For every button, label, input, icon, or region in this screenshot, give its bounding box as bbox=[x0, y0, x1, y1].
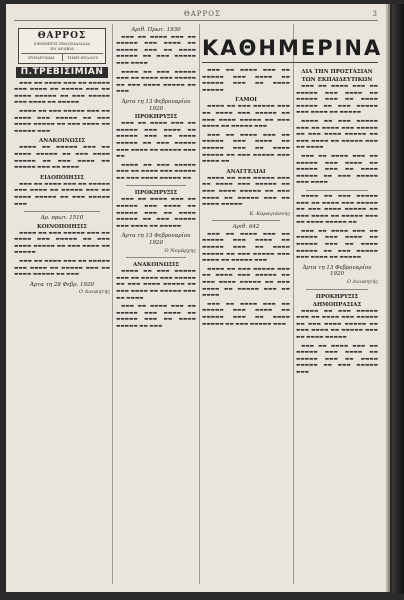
section-divider bbox=[306, 289, 368, 290]
article-body: ▬▬▬▬ ▬▬ ▬▬▬ ▬▬▬▬▬ ▬▬▬ ▬▬ ▬▬▬▬ ▬▬▬ ▬▬▬▬▬ ▬▬ ▬▬▬ ▬▬▬▬ ▬▬▬▬▬ ▬▬ ▬▬▬ ▬▬▬▬ ▬▬ ▬▬▬▬▬ ▬▬▬ ▬▬ ▬▬▬▬ ▬▬▬▬▬ ▬▬▬ ▬▬ ▬▬▬▬ ▬▬▬ ▬▬ ▬▬▬▬▬ ▬▬▬ ▬▬▬▬ ▬▬ ▬▬▬▬▬ ▬▬▬ ▬▬ ▬▬▬▬ ▬▬▬▬▬ ▬▬ ▬▬▬ ▬▬▬▬▬ ▬▬▬ bbox=[296, 308, 378, 375]
section-heading: ΠΡΟΚΗΡΥΞΙΣ bbox=[134, 190, 178, 197]
header-rule bbox=[14, 20, 378, 21]
article-body: ▬▬▬ ▬▬ ▬▬▬▬ ▬▬▬ ▬▬ ▬▬▬▬▬ ▬▬▬ ▬▬▬▬ ▬▬ ▬▬▬▬▬ ▬▬▬ ▬▬ ▬▬▬▬ ▬▬▬▬▬ ▬▬ ▬▬▬ ▬▬▬▬▬ ▬▬▬ ▬▬▬▬ ▬▬▬▬ ▬▬ ▬▬▬ ▬▬▬▬▬ ▬▬▬ ▬▬ ▬▬▬▬ ▬▬▬ ▬▬▬▬▬ ▬▬ ▬▬▬ ▬▬▬▬ ▬▬▬▬▬ ▬▬ ▬▬▬ bbox=[116, 34, 196, 95]
signature: Ο Νομάρχης bbox=[164, 247, 196, 254]
column-2 bbox=[116, 24, 196, 584]
masthead-box bbox=[18, 28, 106, 64]
reference-line: Αριθ. 642 bbox=[232, 224, 260, 231]
section-heading: ΔΗΜΟΠΡΑΣΙΑΣ bbox=[312, 301, 362, 308]
column-4 bbox=[296, 68, 378, 584]
newspaper-page bbox=[6, 4, 386, 592]
column-rule bbox=[293, 24, 294, 584]
section-heading: ΠΡΟΚΗΡΥΞΙΣ bbox=[134, 114, 178, 121]
signature: Κ. Καραγιάννης bbox=[249, 210, 290, 217]
section-heading: ΑΝΑΚΟΙΝΩΣΙΣ bbox=[39, 138, 85, 145]
advertisement-banner: Π.ΤΡΕΒΙΣΙΜΙΑΝ bbox=[16, 67, 108, 78]
article-body: ▬▬▬ ▬▬ ▬▬▬▬ ▬▬▬ ▬▬ ▬▬▬▬▬ ▬▬▬ ▬▬▬▬ ▬▬ ▬▬▬▬▬ ▬▬▬ ▬▬ ▬▬▬▬ ▬▬▬▬▬ ▬▬ ▬▬▬ ▬▬▬▬▬ ▬▬▬ ▬▬▬▬ ▬▬ ▬▬▬▬▬ ▬▬▬ ▬▬ ▬▬▬▬ ▬▬ ▬▬▬ ▬▬▬▬▬ ▬▬▬ ▬▬ ▬▬▬▬ ▬▬▬ ▬▬▬▬▬ ▬▬ ▬▬▬ ▬▬▬▬ ▬▬▬▬▬ ▬▬ bbox=[116, 121, 196, 181]
column-rule bbox=[199, 24, 200, 584]
section-divider bbox=[212, 220, 280, 221]
column-rule bbox=[112, 24, 113, 584]
article-body: ▬▬▬ ▬▬ ▬▬▬▬ ▬▬▬ ▬▬ ▬▬▬▬▬ ▬▬▬ ▬▬▬▬ ▬▬ ▬▬▬▬▬ ▬▬▬ ▬▬ ▬▬▬▬ ▬▬▬▬▬ ▬▬ ▬▬▬ ▬▬▬▬▬ ▬▬▬ ▬▬▬▬ ▬▬ ▬▬▬▬▬ ▬▬▬▬ ▬▬ ▬▬▬ ▬▬▬▬▬ ▬▬▬ ▬▬ ▬▬▬▬ ▬▬▬ ▬▬▬▬▬ ▬▬ ▬▬▬ ▬▬▬▬ ▬▬▬▬▬ ▬▬ ▬▬▬ ▬▬▬▬ ▬▬ ▬▬▬▬▬ ▬▬▬ ▬▬ ▬▬▬▬ ▬▬▬ ▬▬ ▬▬▬▬ ▬▬▬ ▬▬ ▬▬▬▬▬ ▬▬▬ ▬▬▬▬ ▬▬ ▬▬▬▬▬ ▬▬▬ ▬▬ ▬▬▬▬ ▬▬▬▬▬ ▬▬ ▬▬▬ ▬▬▬▬▬ ▬▬▬ ▬▬▬▬ bbox=[296, 84, 378, 186]
main-title: ΚΑΘΗΜΕΡΙΝΑ bbox=[202, 36, 383, 60]
book-spine bbox=[392, 4, 404, 594]
section-heading: ΚΟΙΝΟΠΟΙΗΣΙΣ bbox=[36, 223, 88, 230]
article-body: ▬▬▬ ▬▬ ▬▬▬▬ ▬▬▬ ▬▬ ▬▬▬▬▬ ▬▬▬ ▬▬▬▬ ▬▬ ▬▬▬▬▬ ▬▬▬ ▬▬ ▬▬▬▬ ▬▬▬▬▬ ▬▬ ▬▬▬ ▬▬▬▬▬ ▬▬▬ ▬▬▬▬ ▬▬ ▬▬▬▬▬ ▬▬▬▬ ▬▬ ▬▬▬ ▬▬▬▬▬ ▬▬▬ ▬▬ ▬▬▬▬ ▬▬▬ ▬▬▬▬▬ ▬▬ ▬▬▬ ▬▬▬▬ ▬▬▬▬▬ ▬▬ ▬▬▬ ▬▬▬▬ ▬▬ ▬▬▬▬▬ ▬▬▬ bbox=[14, 80, 110, 134]
date-line: Άρτα τη 13 Φεβρουαρίου 1920 bbox=[302, 264, 372, 278]
title-rule bbox=[202, 62, 378, 63]
signature: Ο Διοικητής bbox=[78, 289, 110, 296]
section-divider bbox=[306, 190, 368, 191]
column-3 bbox=[202, 68, 290, 584]
article-body: ▬▬▬ ▬▬ ▬▬▬▬ ▬▬▬ ▬▬ ▬▬▬▬▬ ▬▬▬ ▬▬▬▬ ▬▬ ▬▬▬▬▬ ▬▬▬ ▬▬ ▬▬▬▬ ▬▬▬▬▬ bbox=[202, 68, 290, 93]
section-divider bbox=[126, 257, 186, 258]
article-body: ▬▬▬▬ ▬▬ ▬▬▬▬▬ ▬▬▬ ▬▬ ▬▬▬▬ ▬▬▬▬▬ ▬▬ ▬▬▬ ▬▬▬▬ ▬▬▬▬▬ ▬▬ ▬▬▬ ▬▬▬▬ ▬▬ ▬▬▬▬▬ ▬▬▬ ▬▬ ▬▬▬▬ bbox=[14, 145, 110, 171]
running-head-title: ΘΑΡΡΟΣ bbox=[184, 10, 221, 18]
section-heading: ΔΙΑ ΤΗΝ ΠΡΟΣΤΑΣΙΑΝ ΤΩΝ ΕΚΠΑΙΔΕΥΤΙΚΩΝ bbox=[301, 69, 373, 83]
reference-line: Αριθ. Πρωτ. 1930 bbox=[131, 27, 181, 33]
masthead-left-cell: ΣΥΝΔΡΟΜΑΙ bbox=[28, 55, 55, 60]
section-heading: ΑΝΑΓΓΕΛΙΑΙ bbox=[226, 168, 266, 175]
page-number: 3 bbox=[372, 10, 378, 18]
article-body: ▬▬▬▬ ▬▬ ▬▬▬ ▬▬▬▬▬ ▬▬▬ ▬▬ ▬▬▬▬ ▬▬▬ ▬▬▬▬▬ ▬▬ ▬▬▬ ▬▬▬▬ ▬▬▬▬▬ ▬▬ ▬▬▬ ▬▬▬▬ ▬▬ ▬▬▬▬▬ ▬▬▬ ▬▬ ▬▬▬▬ ▬▬▬ ▬▬ ▬▬▬▬ ▬▬▬ ▬▬ ▬▬▬▬▬ ▬▬▬ ▬▬▬▬ ▬▬ ▬▬▬▬▬ ▬▬▬ ▬▬ ▬▬▬▬ ▬▬▬▬▬ ▬▬ ▬▬▬ bbox=[116, 269, 196, 329]
date-line: Άρτα τη 13 Φεβρουαρίου 1920 bbox=[121, 98, 191, 112]
masthead-right-cell: ΤΙΜΗ ΦΥΛΛΟΥ bbox=[62, 54, 104, 61]
article-body: ▬▬▬▬ ▬▬ ▬▬▬ ▬▬▬▬▬ ▬▬▬ ▬▬ ▬▬▬▬ ▬▬▬ ▬▬▬▬▬ ▬▬ ▬▬▬ ▬▬▬▬ ▬▬▬▬▬ ▬▬ ▬▬▬ ▬▬▬▬ ▬▬ ▬▬▬▬▬ ▬▬▬ ▬▬ ▬▬▬▬ ▬▬▬▬▬ ▬▬ ▬▬▬ ▬▬ ▬▬▬▬ ▬▬▬ ▬▬ ▬▬▬▬▬ ▬▬▬ ▬▬▬▬ ▬▬ ▬▬▬▬▬ ▬▬▬ ▬▬ ▬▬▬▬ ▬▬▬▬▬ ▬▬ ▬▬▬ ▬▬▬▬▬ ▬▬▬ ▬▬▬▬ ▬▬ ▬▬▬▬▬ bbox=[296, 193, 378, 261]
section-divider bbox=[24, 211, 100, 212]
article-body: ▬▬▬ ▬▬ ▬▬▬▬ ▬▬▬ ▬▬ ▬▬▬▬▬ ▬▬▬ ▬▬▬▬ ▬▬ ▬▬▬▬▬ ▬▬▬ ▬▬ ▬▬▬▬ ▬▬▬▬▬ ▬▬ ▬▬▬ ▬▬▬▬▬ ▬▬▬ bbox=[14, 181, 110, 207]
masthead-info-grid bbox=[21, 53, 103, 61]
section-heading: ΓΑΜΟΙ bbox=[235, 97, 257, 104]
section-heading: ΑΝΑΚΟΙΝΩΣΙΣ bbox=[133, 262, 179, 269]
masthead-subtitle: ΕΦΗΜΕΡΙΣ ΕΒΔΟΜΑΔΙΑΙΑ bbox=[34, 41, 90, 46]
closing-date: Άρτα τη 28 Φεβρ. 1920 bbox=[30, 281, 94, 288]
article-body: ▬▬▬▬ ▬▬ ▬▬▬ ▬▬▬▬▬ ▬▬▬ ▬▬ ▬▬▬▬ ▬▬▬ ▬▬▬▬▬ ▬▬ ▬▬▬ ▬▬▬▬ ▬▬▬▬▬ ▬▬ ▬▬▬ ▬▬▬▬ ▬▬ ▬▬▬▬▬ ▬▬▬ ▬▬ ▬▬▬▬ ▬▬▬ ▬▬ ▬▬▬▬▬ ▬▬▬ ▬▬▬▬ ▬▬ ▬▬▬▬▬ ▬▬▬ ▬▬ ▬▬▬▬ ▬▬▬▬▬ ▬▬ ▬▬▬ bbox=[14, 230, 110, 278]
section-heading: ΠΡΟΚΗΡΥΞΙΣ bbox=[315, 293, 359, 300]
article-body: ▬▬▬ ▬▬ ▬▬▬▬ ▬▬▬ ▬▬ ▬▬▬▬▬ ▬▬▬ ▬▬▬▬ ▬▬ ▬▬▬▬▬ ▬▬▬ ▬▬ ▬▬▬▬ ▬▬▬▬▬ ▬▬ ▬▬▬ ▬▬▬▬▬ ▬▬▬ ▬▬▬▬ ▬▬ ▬▬▬▬▬ bbox=[116, 197, 196, 229]
column-1 bbox=[14, 24, 110, 584]
article-body: ▬▬▬ ▬▬ ▬▬▬▬ ▬▬▬ ▬▬ ▬▬▬▬▬ ▬▬▬ ▬▬▬▬ ▬▬ ▬▬▬▬▬ ▬▬▬ ▬▬ ▬▬▬▬ ▬▬▬▬▬ ▬▬ ▬▬▬ ▬▬▬▬▬ ▬▬▬ ▬▬▬▬ ▬▬ ▬▬▬▬▬ ▬▬▬ ▬▬▬▬ ▬▬ ▬▬▬ ▬▬▬▬▬ ▬▬▬ ▬▬ ▬▬▬▬ ▬▬▬ ▬▬▬▬▬ ▬▬ ▬▬▬ ▬▬▬▬ ▬▬▬▬▬ ▬▬ ▬▬▬ ▬▬▬▬ ▬▬ ▬▬▬▬▬ ▬▬▬ ▬▬ ▬▬▬▬ ▬▬▬ ▬▬ ▬▬▬▬ ▬▬▬ ▬▬ ▬▬▬▬▬ ▬▬▬ ▬▬▬▬ ▬▬ ▬▬▬▬▬ ▬▬▬ ▬▬ ▬▬▬▬ ▬▬▬▬▬ ▬▬ ▬▬▬ ▬▬▬▬▬ ▬▬▬ bbox=[202, 231, 290, 327]
date-line: Αρ. πρωτ. 1510 bbox=[40, 215, 84, 222]
article-body: ▬▬▬▬ ▬▬ ▬▬▬ ▬▬▬▬▬ ▬▬▬ ▬▬ ▬▬▬▬ ▬▬▬ ▬▬▬▬▬ ▬▬ ▬▬▬ ▬▬▬▬ ▬▬▬▬▬ ▬▬ ▬▬▬ ▬▬▬▬ ▬▬ ▬▬▬▬▬ ▬▬▬ ▬▬ ▬▬▬▬ ▬▬▬▬▬ bbox=[202, 175, 290, 208]
article-body: ▬▬▬▬ ▬▬ ▬▬▬ ▬▬▬▬▬ ▬▬▬ ▬▬ ▬▬▬▬ ▬▬▬ ▬▬▬▬▬ ▬▬ ▬▬▬ ▬▬▬▬ ▬▬▬▬▬ ▬▬ ▬▬▬ ▬▬▬▬ ▬▬ ▬▬▬▬▬ ▬▬▬ ▬▬▬ ▬▬ ▬▬▬▬ ▬▬▬ ▬▬ ▬▬▬▬▬ ▬▬▬ ▬▬▬▬ ▬▬ ▬▬▬▬▬ ▬▬▬ ▬▬ ▬▬▬▬ ▬▬▬▬▬ ▬▬ ▬▬▬ ▬▬▬▬▬ ▬▬▬ ▬▬▬▬ ▬▬ bbox=[202, 104, 290, 165]
signature: Ο Διοικητής bbox=[346, 279, 378, 286]
section-heading: ΕΙΔΟΠΟΙΗΣΙΣ bbox=[40, 174, 84, 181]
masthead-title: ΘΑΡΡΟΣ bbox=[37, 31, 87, 41]
masthead-subtitle: ΕΝ ΑΡΑΒΙΑ bbox=[50, 46, 74, 51]
section-divider bbox=[126, 185, 186, 186]
date-line: Άρτα τη 13 Φεβρουαρίου 1920 bbox=[121, 233, 191, 247]
